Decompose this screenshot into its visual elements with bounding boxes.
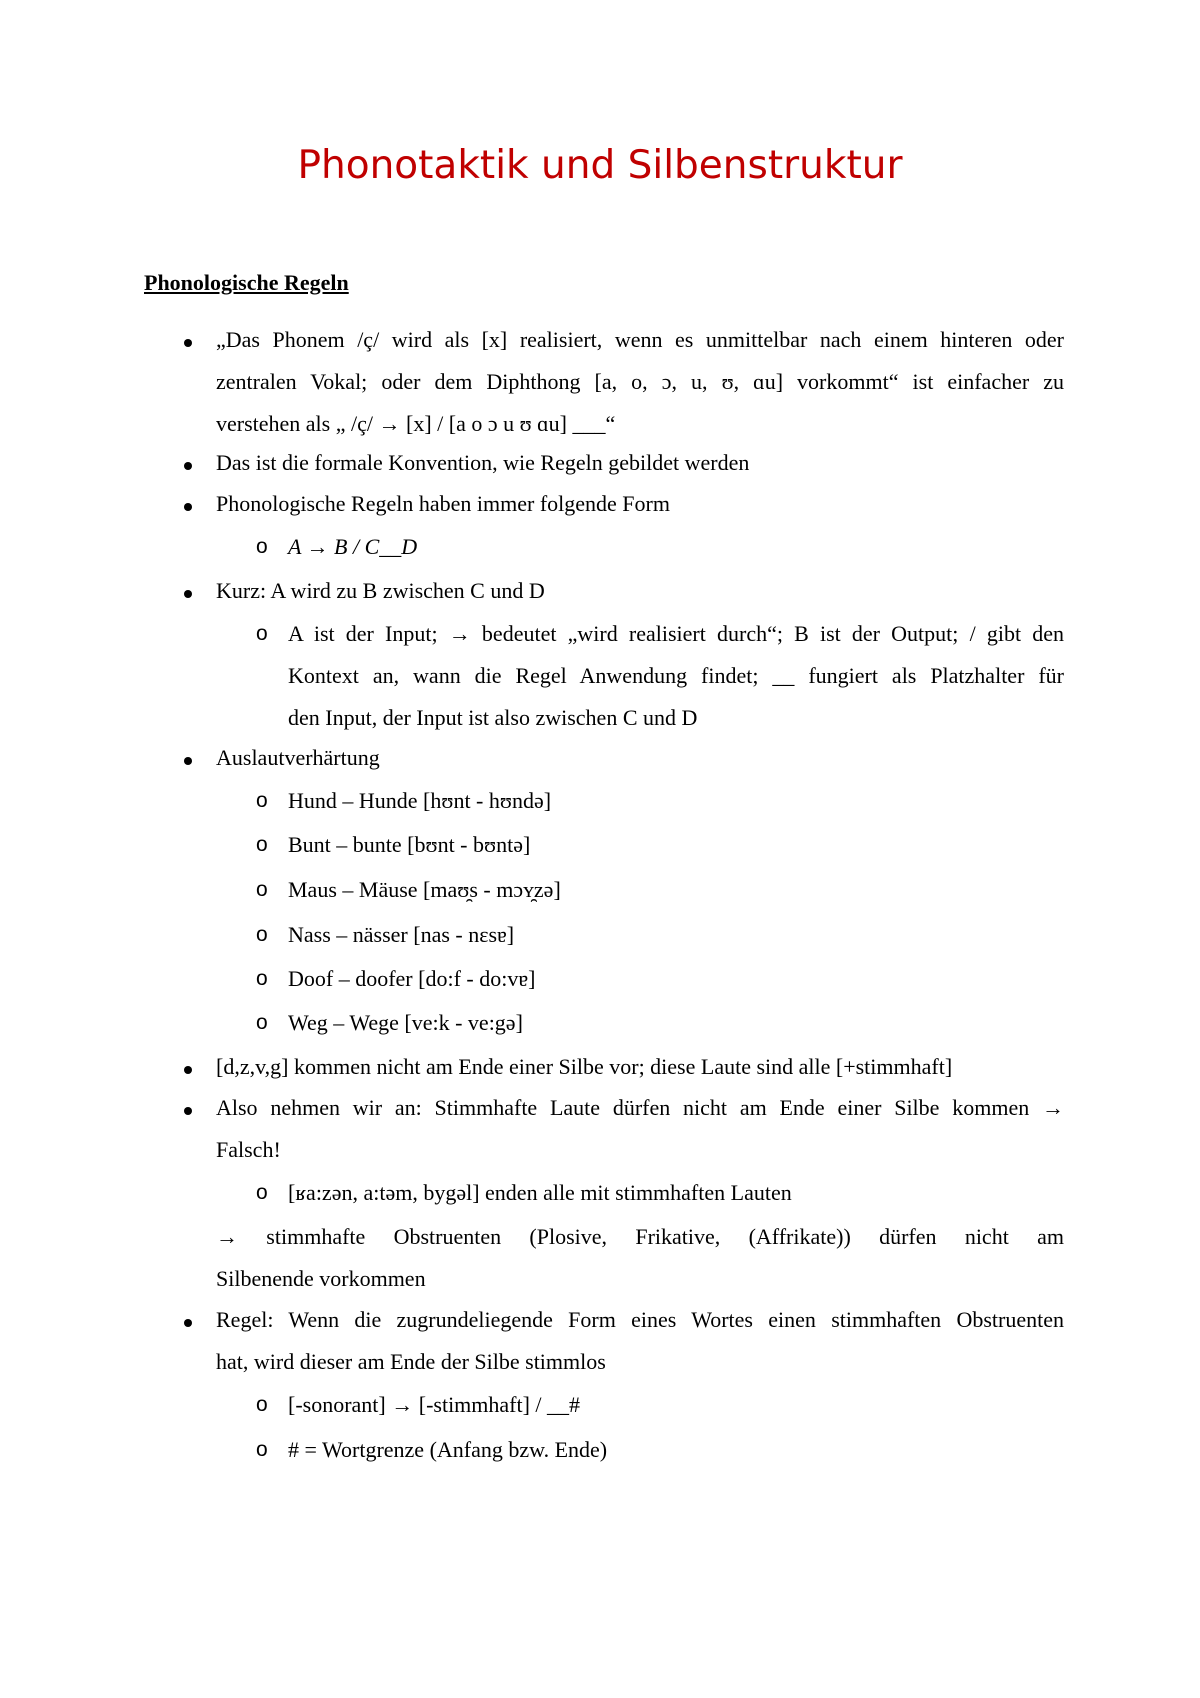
bullet-dot <box>184 757 192 765</box>
sub-bullet: o <box>256 1438 268 1461</box>
sub-bullet: o <box>256 833 268 856</box>
example-line: Hund – Hunde [hʊnt - hʊndə] <box>288 788 552 813</box>
paragraph-line: Phonologische Regeln haben immer folgende Form <box>216 491 670 516</box>
sub-bullet: o <box>256 923 268 946</box>
paragraph-line: Falsch! <box>216 1137 281 1162</box>
bullet-dot <box>184 590 192 598</box>
paragraph-line: [d,z,v,g] kommen nicht am Ende einer Silbe vor; diese Laute sind alle [+stimmhaft] <box>216 1054 953 1079</box>
rule-formula: A → B / C__D <box>288 534 418 559</box>
sub-bullet: o <box>256 1011 268 1034</box>
paragraph-line: Regel: Wenn die zugrundeliegende Form eines Wortes einen stimmhaften Obstruenten <box>216 1307 1064 1332</box>
bullet-dot <box>184 339 192 347</box>
example-line: Nass – nässer [nas - nɛsɐ] <box>288 922 515 947</box>
paragraph-line: Also nehmen wir an: Stimmhafte Laute dürfen nicht am Ende einer Silbe kommen → <box>216 1095 1064 1120</box>
paragraph-line: verstehen als „ /ç/ → [x] / [a o ɔ u ʊ ɑu] ___“ <box>216 411 616 436</box>
paragraph-line: zentralen Vokal; oder dem Diphthong [a, o, ɔ, u, ʊ, ɑu] vorkommt“ ist einfacher zu <box>216 369 1064 394</box>
example-line: Doof – doofer [do:f - do:vɐ] <box>288 966 536 991</box>
example-line: [ʁa:zən, a:təm, bygəl] enden alle mit stimmhaften Lauten <box>288 1180 792 1205</box>
sub-bullet: o <box>256 789 268 812</box>
paragraph-line: # = Wortgrenze (Anfang bzw. Ende) <box>288 1437 608 1462</box>
paragraph-line: A ist der Input; → bedeutet „wird realisiert durch“; B ist der Output; / gibt den <box>288 621 1064 646</box>
paragraph-line: Auslautverhärtung <box>216 745 380 770</box>
section-heading: Phonologische Regeln <box>144 270 349 295</box>
paragraph-line: den Input, der Input ist also zwischen C und D <box>288 705 698 730</box>
example-line: Bunt – bunte [bʊnt - bʊntə] <box>288 832 531 857</box>
example-line: Weg – Wege [ve:k - ve:gə] <box>288 1010 523 1035</box>
sub-bullet: o <box>256 1181 268 1204</box>
bullet-dot <box>184 1107 192 1115</box>
sub-bullet: o <box>256 535 268 558</box>
paragraph-line: → stimmhafte Obstruenten (Plosive, Frikative, (Affrikate)) dürfen nicht am <box>216 1224 1064 1249</box>
paragraph-line: Kurz: A wird zu B zwischen C und D <box>216 578 545 603</box>
sub-bullet: o <box>256 967 268 990</box>
bullet-dot <box>184 1066 192 1074</box>
sub-bullet: o <box>256 622 268 645</box>
bullet-dot <box>184 462 192 470</box>
paragraph-line: Silbenende vorkommen <box>216 1266 426 1291</box>
page-title: Phonotaktik und Silbenstruktur <box>297 143 903 188</box>
sub-bullet: o <box>256 1393 268 1416</box>
sub-bullet: o <box>256 878 268 901</box>
paragraph-line: „Das Phonem /ç/ wird als [x] realisiert, wenn es unmittelbar nach einem hinteren oder <box>216 327 1064 352</box>
rule-formula: [-sonorant] → [-stimmhaft] / __# <box>288 1392 581 1417</box>
example-line: Maus – Mäuse [maʊ̯s - mɔʏ̯zə] <box>288 877 561 902</box>
paragraph-line: Das ist die formale Konvention, wie Regeln gebildet werden <box>216 450 750 475</box>
paragraph-line: hat, wird dieser am Ende der Silbe stimmlos <box>216 1349 606 1374</box>
paragraph-line: Kontext an, wann die Regel Anwendung findet; __ fungiert als Platzhalter für <box>288 663 1064 688</box>
bullet-dot <box>184 1319 192 1327</box>
bullet-dot <box>184 503 192 511</box>
